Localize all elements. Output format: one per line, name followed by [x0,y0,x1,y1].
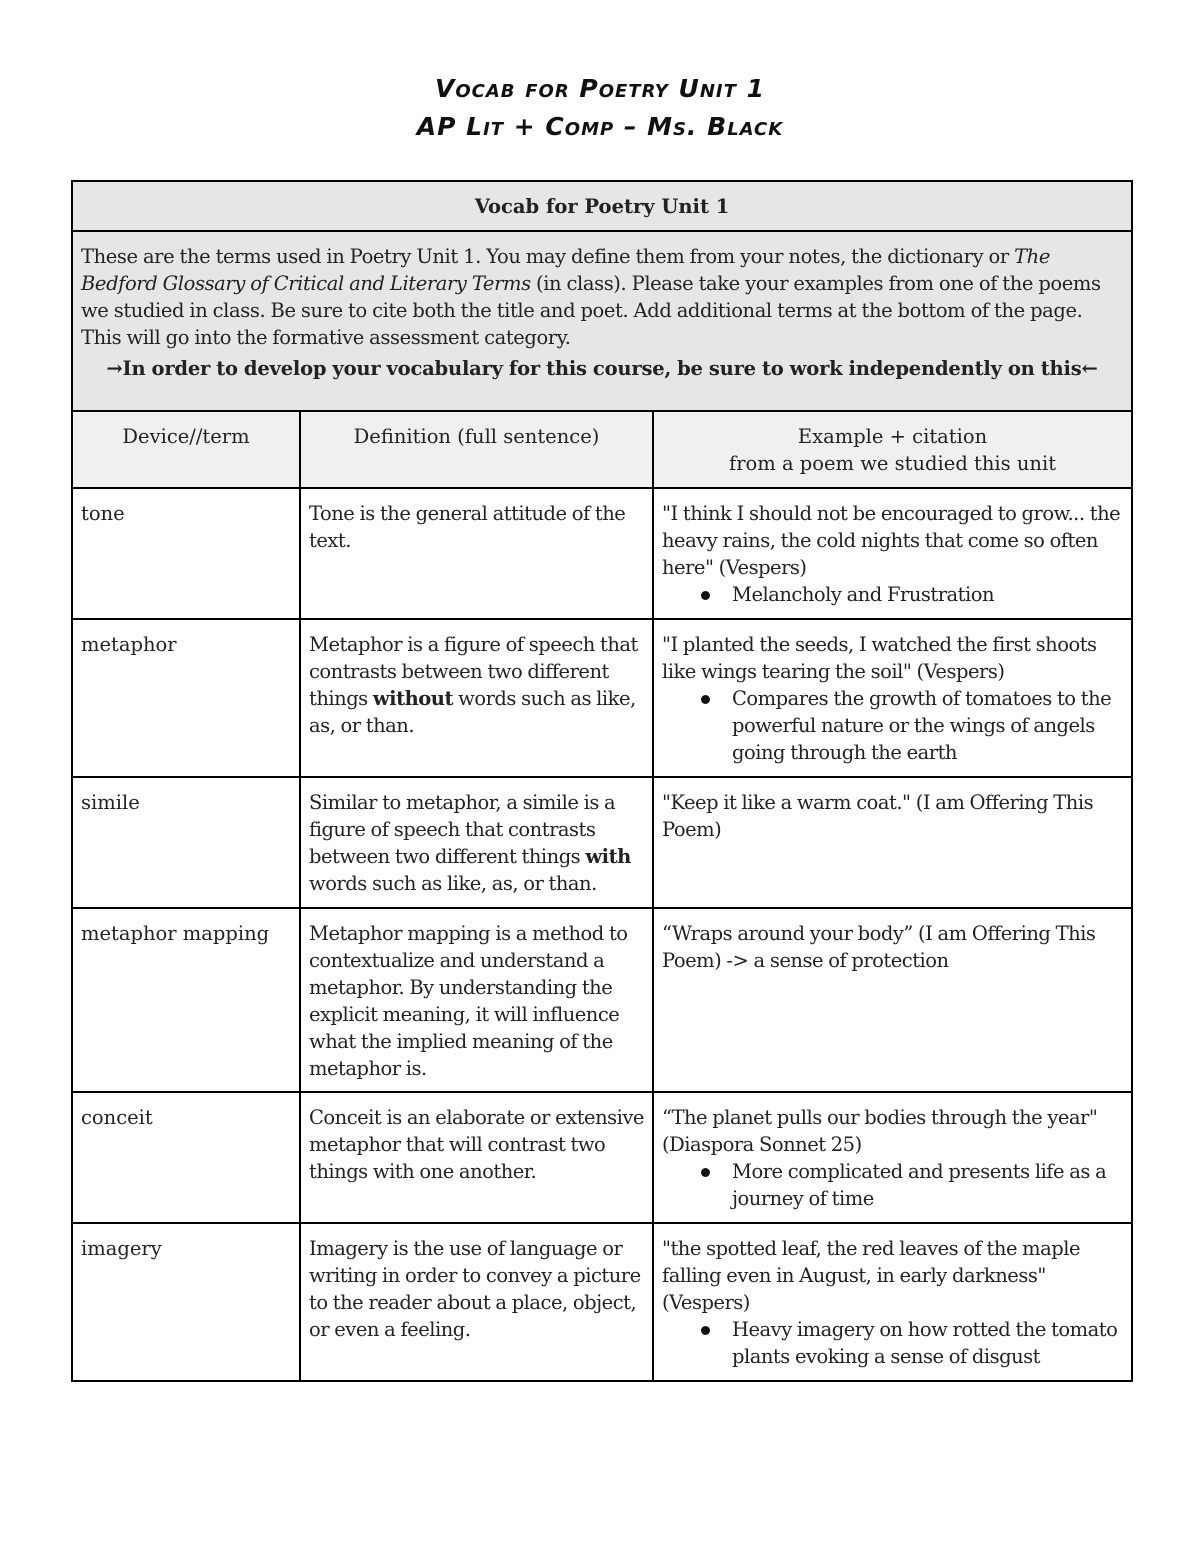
term-cell: simile [72,777,300,908]
column-header-term: Device//term [72,411,300,488]
example-cell [653,777,1132,908]
example-cell [653,908,1132,1092]
table-row [72,619,1132,777]
column-header-example: Example + citation from a poem we studied this unit [653,411,1132,488]
example-cell [653,488,1132,619]
table-row [72,1092,1132,1223]
term-cell: metaphor [72,619,300,777]
table-row [72,777,1132,908]
definition-cell: Tone is the general attitude of the text. [300,488,653,619]
list-item: Heavy imagery on how rotted the tomato plants evoking a sense of disgust [732,1316,1123,1370]
document-title: Vocab for Poetry Unit 1 [435,74,765,103]
definition-cell: Metaphor mapping is a method to contextualize and understand a metaphor. By understanding the explicit meaning, it will influence what the implied meaning of the metaphor is. [300,908,653,1092]
document-subtitle: AP Lit + Comp – Ms. Black [416,112,784,141]
example-notes [662,581,1123,608]
definition-cell: Similar to metaphor, a simile is a figure of speech that contrasts between two different things with words such as like, as, or than. [300,777,653,908]
example-quote: "Keep it like a warm coat." (I am Offering This Poem) [662,791,1094,841]
table-title: Vocab for Poetry Unit 1 [72,181,1132,231]
example-notes [662,1158,1123,1212]
example-cell [653,1223,1132,1381]
definition-cell: Metaphor is a figure of speech that contrasts between two different things without words such as like, as, or than. [300,619,653,777]
example-quote: "the spotted leaf, the red leaves of the maple falling even in August, in early darkness" (Vespers) [662,1237,1081,1314]
example-cell [653,1092,1132,1223]
book-title: The Bedford Glossary of Critical and Literary Terms [81,245,1050,295]
definition-cell: Conceit is an elaborate or extensive metaphor that will contrast two things with one another. [300,1092,653,1223]
instructions-emphasis: →In order to develop your vocabulary for this course, be sure to work independently on this← [106,357,1098,380]
column-header-row [72,411,1132,488]
example-notes [662,1316,1123,1370]
list-item: Compares the growth of tomatoes to the powerful nature or the wings of angels going through the earth [732,685,1123,766]
list-item: More complicated and presents life as a journey of time [732,1158,1123,1212]
table-row [72,908,1132,1092]
example-quote: "I planted the seeds, I watched the first shoots like wings tearing the soil" (Vespers) [662,633,1097,683]
table-row [72,488,1132,619]
list-item: Melancholy and Frustration [732,581,1123,608]
vocab-table [71,180,1133,1382]
term-cell: metaphor mapping [72,908,300,1092]
example-quote: “Wraps around your body” (I am Offering This Poem) -> a sense of protection [662,922,1096,972]
term-cell: imagery [72,1223,300,1381]
example-quote: “The planet pulls our bodies through the year" (Diaspora Sonnet 25) [662,1106,1098,1156]
instructions-text: These are the terms used in Poetry Unit 1. You may define them from your notes, the dictionary or The Bedford Glossary of Critical and Literary Terms (in class). Please take your examples from one of the poems we studied in class. Be sure to cite both the title and poet. Add additional terms at the bottom of the page. This will go into the formative assessment category. [81,245,1101,349]
example-cell [653,619,1132,777]
table-row [72,1223,1132,1381]
example-quote: "I think I should not be encouraged to grow... the heavy rains, the cold nights that come so often here" (Vespers) [662,502,1121,579]
term-cell: conceit [72,1092,300,1223]
definition-cell: Imagery is the use of language or writing in order to convey a picture to the reader about a place, object, or even a feeling. [300,1223,653,1381]
column-header-definition: Definition (full sentence) [300,411,653,488]
term-cell: tone [72,488,300,619]
instructions [72,231,1132,411]
example-notes [662,685,1123,766]
